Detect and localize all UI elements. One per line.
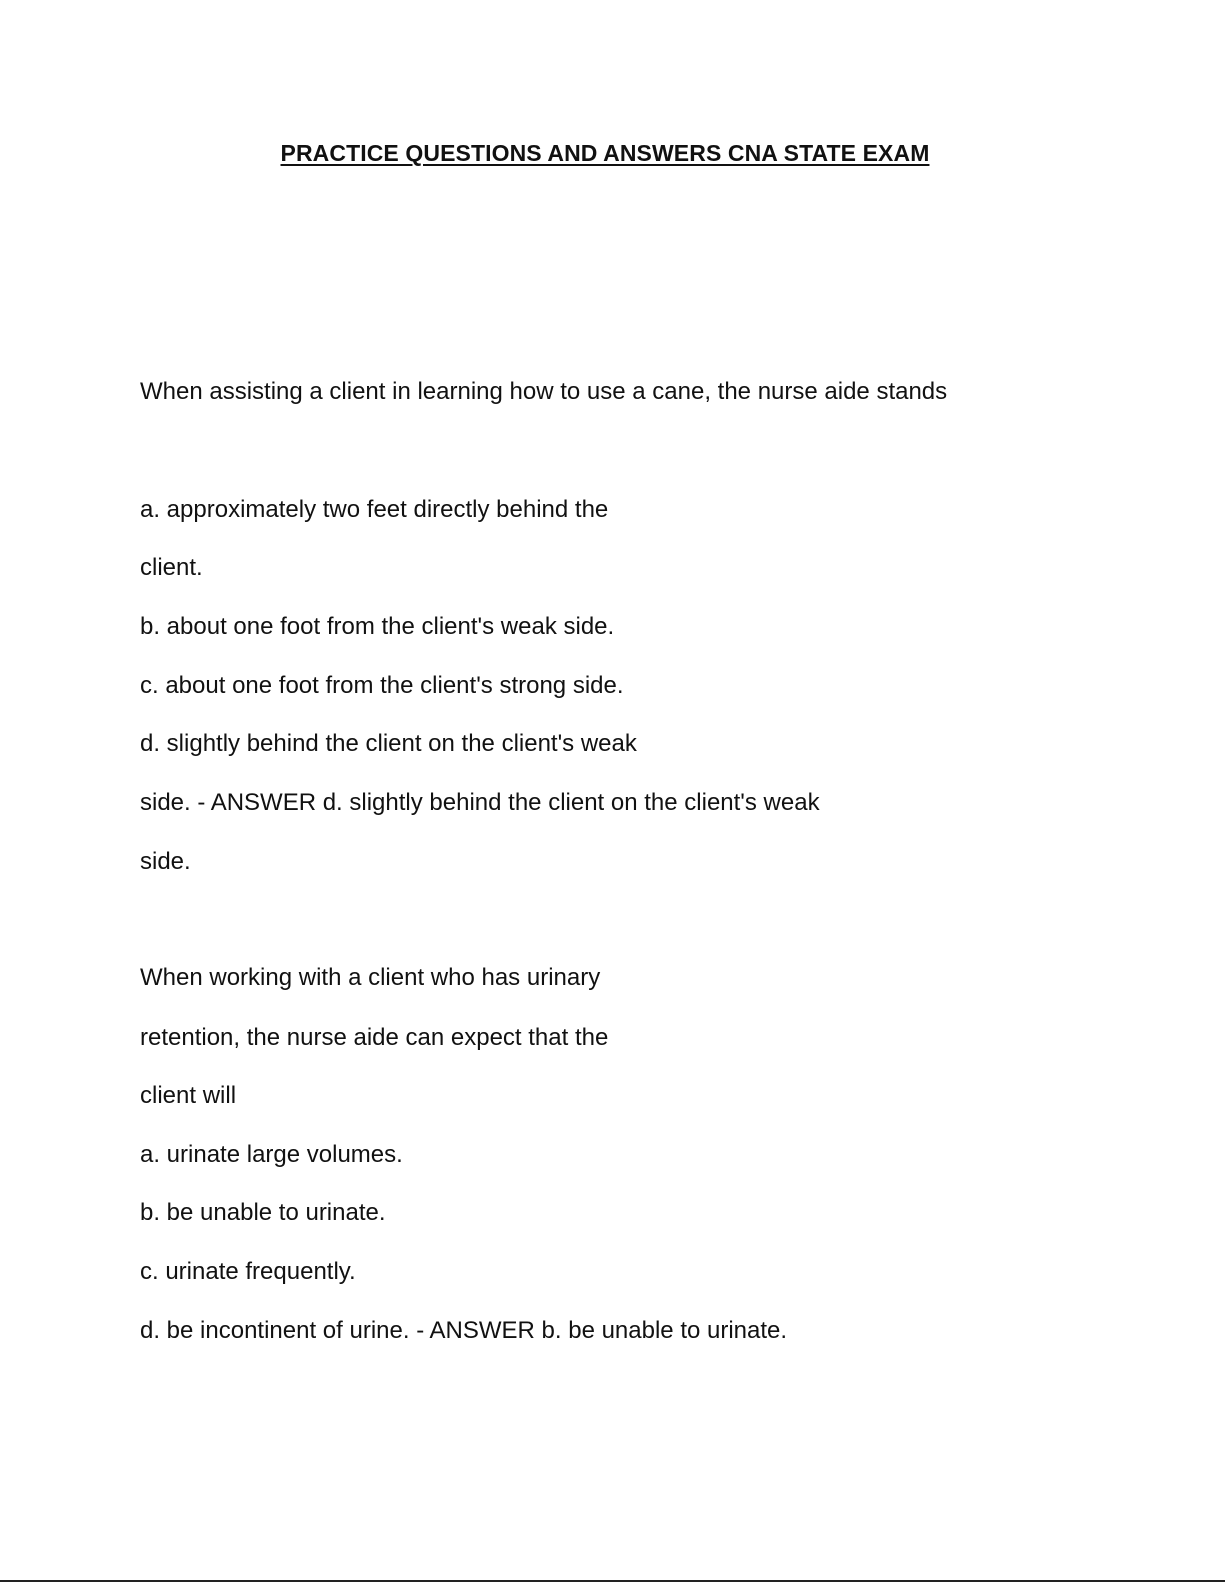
question-1-option-a-cont: client. [140, 554, 203, 581]
question-2-option-b: b. be unable to urinate. [140, 1199, 386, 1226]
question-2-stem: When working with a client who has urinary [140, 964, 601, 991]
question-1-option-c: c. about one foot from the client's strong side. [140, 672, 624, 699]
question-2-option-d-answer: d. be incontinent of urine. - ANSWER b. be unable to urinate. [140, 1317, 788, 1344]
question-2-stem-cont-2: client will [140, 1082, 237, 1109]
question-1-option-a: a. approximately two feet directly behind the [140, 496, 609, 523]
question-2-stem-cont-1: retention, the nurse aide can expect that the [140, 1024, 609, 1051]
question-1-option-d: d. slightly behind the client on the client's weak [140, 730, 637, 757]
question-2-option-c: c. urinate frequently. [140, 1258, 356, 1285]
question-1-answer-cont: side. [140, 848, 191, 875]
page-bottom-rule [0, 1580, 1225, 1582]
question-1-option-b: b. about one foot from the client's weak side. [140, 613, 615, 640]
document-title: PRACTICE QUESTIONS AND ANSWERS CNA STATE EXAM [280, 140, 930, 166]
question-1-stem: When assisting a client in learning how to use a cane, the nurse aide stands [140, 378, 948, 405]
question-1-answer: side. - ANSWER d. slightly behind the client on the client's weak [140, 789, 820, 816]
question-2-option-a: a. urinate large volumes. [140, 1141, 403, 1168]
